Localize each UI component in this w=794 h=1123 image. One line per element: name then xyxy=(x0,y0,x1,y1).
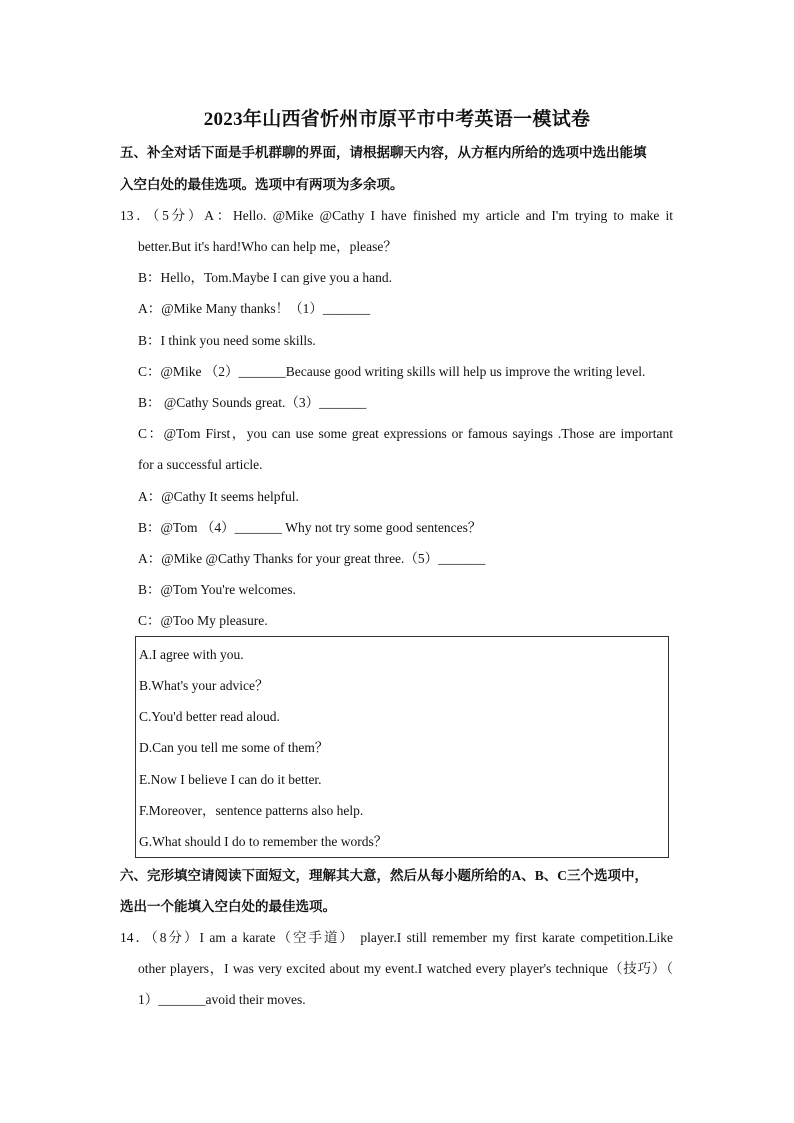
section-6-heading-line-1: 六、完形填空请阅读下面短文，理解其大意，然后从每小题所给的A、B、C三个选项中， xyxy=(120,868,649,883)
option-a: A.I agree with you. xyxy=(139,647,244,662)
dialogue-line: C：@Tom First，you can use some great expressions or famous sayings .Those are important xyxy=(138,426,673,441)
question-14-line-3: 1）_______avoid their moves. xyxy=(138,992,306,1007)
question-13-line-2: better.But it's hard!Who can help me，please？ xyxy=(138,239,397,254)
question-14-line-1: 14．（8分）I am a karate（空手道） player.I still remember my first karate competition.Like xyxy=(120,930,673,945)
dialogue-line: B： @Cathy Sounds great.（3）_______ xyxy=(138,395,367,410)
dialogue-line: C：@Too My pleasure. xyxy=(138,613,268,628)
dialogue-line: B：I think you need some skills. xyxy=(138,333,316,348)
option-g: G.What should I do to remember the words？ xyxy=(139,834,388,849)
dialogue-line: B：@Tom （4）_______ Why not try some good sentences？ xyxy=(138,520,482,535)
dialogue-line: C：@Mike （2）_______Because good writing skills will help us improve the writing level. xyxy=(138,364,646,379)
section-5-heading-line-2: 入空白处的最佳选项。选项中有两项为多余项。 xyxy=(120,177,404,192)
dialogue-line: A：@Mike Many thanks！（1）_______ xyxy=(138,301,371,316)
option-e: E.Now I believe I can do it better. xyxy=(139,772,322,787)
question-14-line-2: other players，I was very excited about my event.I watched every player's technique（技巧）（ xyxy=(138,961,673,976)
dialogue-line: A：@Cathy It seems helpful. xyxy=(138,489,299,504)
dialogue-line: B：Hello，Tom.Maybe I can give you a hand. xyxy=(138,270,392,285)
section-5-heading-line-1: 五、补全对话下面是手机群聊的界面，请根据聊天内容，从方框内所给的选项中选出能填 xyxy=(120,145,647,160)
option-d: D.Can you tell me some of them？ xyxy=(139,740,329,755)
dialogue-line: B：@Tom You're welcomes. xyxy=(138,582,296,597)
option-c: C.You'd better read aloud. xyxy=(139,709,280,724)
page-title: 2023年山西省忻州市原平市中考英语一模试卷 xyxy=(203,109,591,130)
question-13-line-1: 13．（5分）A：Hello. @Mike @Cathy I have finished my article and I'm trying to make it xyxy=(120,208,673,223)
dialogue-line: A：@Mike @Cathy Thanks for your great three.（5）_______ xyxy=(138,551,486,566)
option-b: B.What's your advice？ xyxy=(139,678,269,693)
section-6-heading-line-2: 选出一个能填入空白处的最佳选项。 xyxy=(120,899,336,914)
option-f: F.Moreover，sentence patterns also help. xyxy=(139,803,364,818)
options-box xyxy=(135,636,669,858)
dialogue-line: for a successful article. xyxy=(138,457,263,472)
